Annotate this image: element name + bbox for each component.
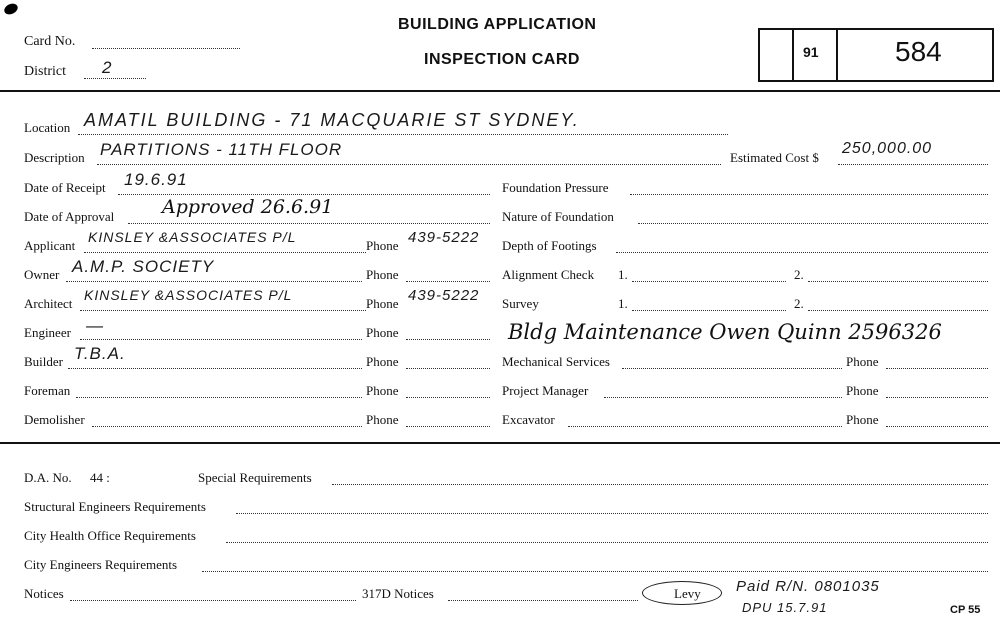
engineer-value: — [86,316,104,335]
paid-note: Paid R/N. 0801035 [736,578,880,595]
description-dots [97,164,721,165]
estimated-cost-value: 250,000.00 [842,140,933,157]
location-dots [78,134,728,135]
location-label: Location [24,120,71,135]
nature-foundation-label: Nature of Foundation [502,209,614,224]
foundation-pressure-dots [630,194,988,195]
notices-dots [70,600,356,601]
ink-blot-mark [3,2,20,17]
architect-phone-value: 439-5222 [408,287,480,304]
title-line1: BUILDING APPLICATION [398,16,597,33]
engineer-phone-dots [406,339,490,340]
excavator-dots [568,426,842,427]
architect-dots [80,310,366,311]
owner-label: Owner [24,267,60,282]
foreman-label: Foreman [24,383,71,398]
special-requirements-dots [332,484,988,485]
date-approval-value: Approved 26.6.91 [162,196,334,218]
mechanical-phone-label: Phone [846,354,879,369]
foreman-phone-dots [406,397,490,398]
health-dots [226,542,988,543]
title-line2: INSPECTION CARD [424,51,580,68]
builder-value: T.B.A. [74,344,126,363]
project-manager-label: Project Manager [502,383,589,398]
mechanical-phone-dots [886,368,988,369]
applicant-dots [84,252,366,253]
demolisher-label: Demolisher [24,412,85,427]
architect-value: KINSLEY &ASSOCIATES P/L [84,287,293,303]
demolisher-phone-dots [406,426,490,427]
city-eng-label: City Engineers Requirements [24,557,178,572]
alignment-check-label: Alignment Check [502,267,595,282]
survey-num1: 1. [618,296,628,311]
applicant-value: KINSLEY &ASSOCIATES P/L [88,229,297,245]
builder-label: Builder [24,354,63,369]
depth-footings-dots [616,252,988,253]
health-label: City Health Office Requirements [24,528,196,543]
nature-foundation-dots [638,223,988,224]
project-manager-phone-dots [886,397,988,398]
builder-phone-label: Phone [366,354,399,369]
dpu-note: DPU 15.7.91 [742,600,828,615]
date-receipt-dots [118,194,490,195]
survey-num2: 2. [794,296,804,311]
architect-phone-label: Phone [366,296,399,311]
mechanical-label: Mechanical Services [502,354,610,369]
notices-317d-dots [448,600,638,601]
project-manager-dots [604,397,842,398]
description-value: PARTITIONS - 11TH FLOOR [100,140,343,159]
header-divider [0,90,1000,92]
alignment-dots-2 [808,281,988,282]
owner-dots [66,281,362,282]
structural-dots [236,513,988,514]
structural-label: Structural Engineers Requirements [24,499,206,514]
alignment-num2: 2. [794,267,804,282]
excavator-label: Excavator [502,412,555,427]
da-value: 44 : [90,470,110,485]
foreman-phone-label: Phone [366,383,399,398]
bldg-maintenance-note: Bldg Maintenance Owen Quinn 2596326 [508,320,942,344]
district-dots [84,78,146,79]
applicant-phone-label: Phone [366,238,399,253]
card-no-dots [92,48,240,49]
owner-phone-dots [406,281,490,282]
estimated-cost-dots [838,164,988,165]
levy-label: Levy [674,586,701,601]
demolisher-phone-label: Phone [366,412,399,427]
alignment-num1: 1. [618,267,628,282]
location-value: AMATIL BUILDING - 71 MACQUARIE ST SYDNEY. [84,110,580,130]
card-no-label: Card No. [24,34,76,49]
form-code: CP 55 [950,604,981,616]
mechanical-dots [622,368,842,369]
demolisher-dots [92,426,362,427]
foundation-pressure-label: Foundation Pressure [502,180,609,195]
builder-dots [68,368,362,369]
project-manager-phone-label: Phone [846,383,879,398]
middle-divider [0,442,1000,444]
date-receipt-value: 19.6.91 [124,170,188,189]
depth-footings-label: Depth of Footings [502,238,597,253]
box-number: 584 [895,36,942,67]
description-label: Description [24,150,85,165]
box-divider-2 [836,30,838,80]
date-approval-label: Date of Approval [24,209,115,224]
owner-phone-label: Phone [366,267,399,282]
applicant-phone-value: 439-5222 [408,229,480,246]
date-receipt-label: Date of Receipt [24,180,106,195]
survey-label: Survey [502,296,539,311]
alignment-dots-1 [632,281,786,282]
engineer-label: Engineer [24,325,71,340]
architect-label: Architect [24,296,73,311]
excavator-phone-dots [886,426,988,427]
survey-dots-1 [632,310,786,311]
applicant-label: Applicant [24,238,76,253]
builder-phone-dots [406,368,490,369]
box-prefix: 91 [803,44,819,60]
da-label: D.A. No. [24,470,72,485]
estimated-cost-label: Estimated Cost $ [730,150,819,165]
city-eng-dots [202,571,988,572]
foreman-dots [76,397,362,398]
special-requirements-label: Special Requirements [198,470,312,485]
district-value: 2 [102,58,113,77]
engineer-dots [80,339,362,340]
notices-label: Notices [24,586,64,601]
owner-value: A.M.P. SOCIETY [72,257,215,276]
date-approval-dots [128,223,490,224]
box-divider-1 [792,30,794,80]
notices-317d-label: 317D Notices [362,586,434,601]
excavator-phone-label: Phone [846,412,879,427]
district-label: District [24,64,66,79]
survey-dots-2 [808,310,988,311]
engineer-phone-label: Phone [366,325,399,340]
